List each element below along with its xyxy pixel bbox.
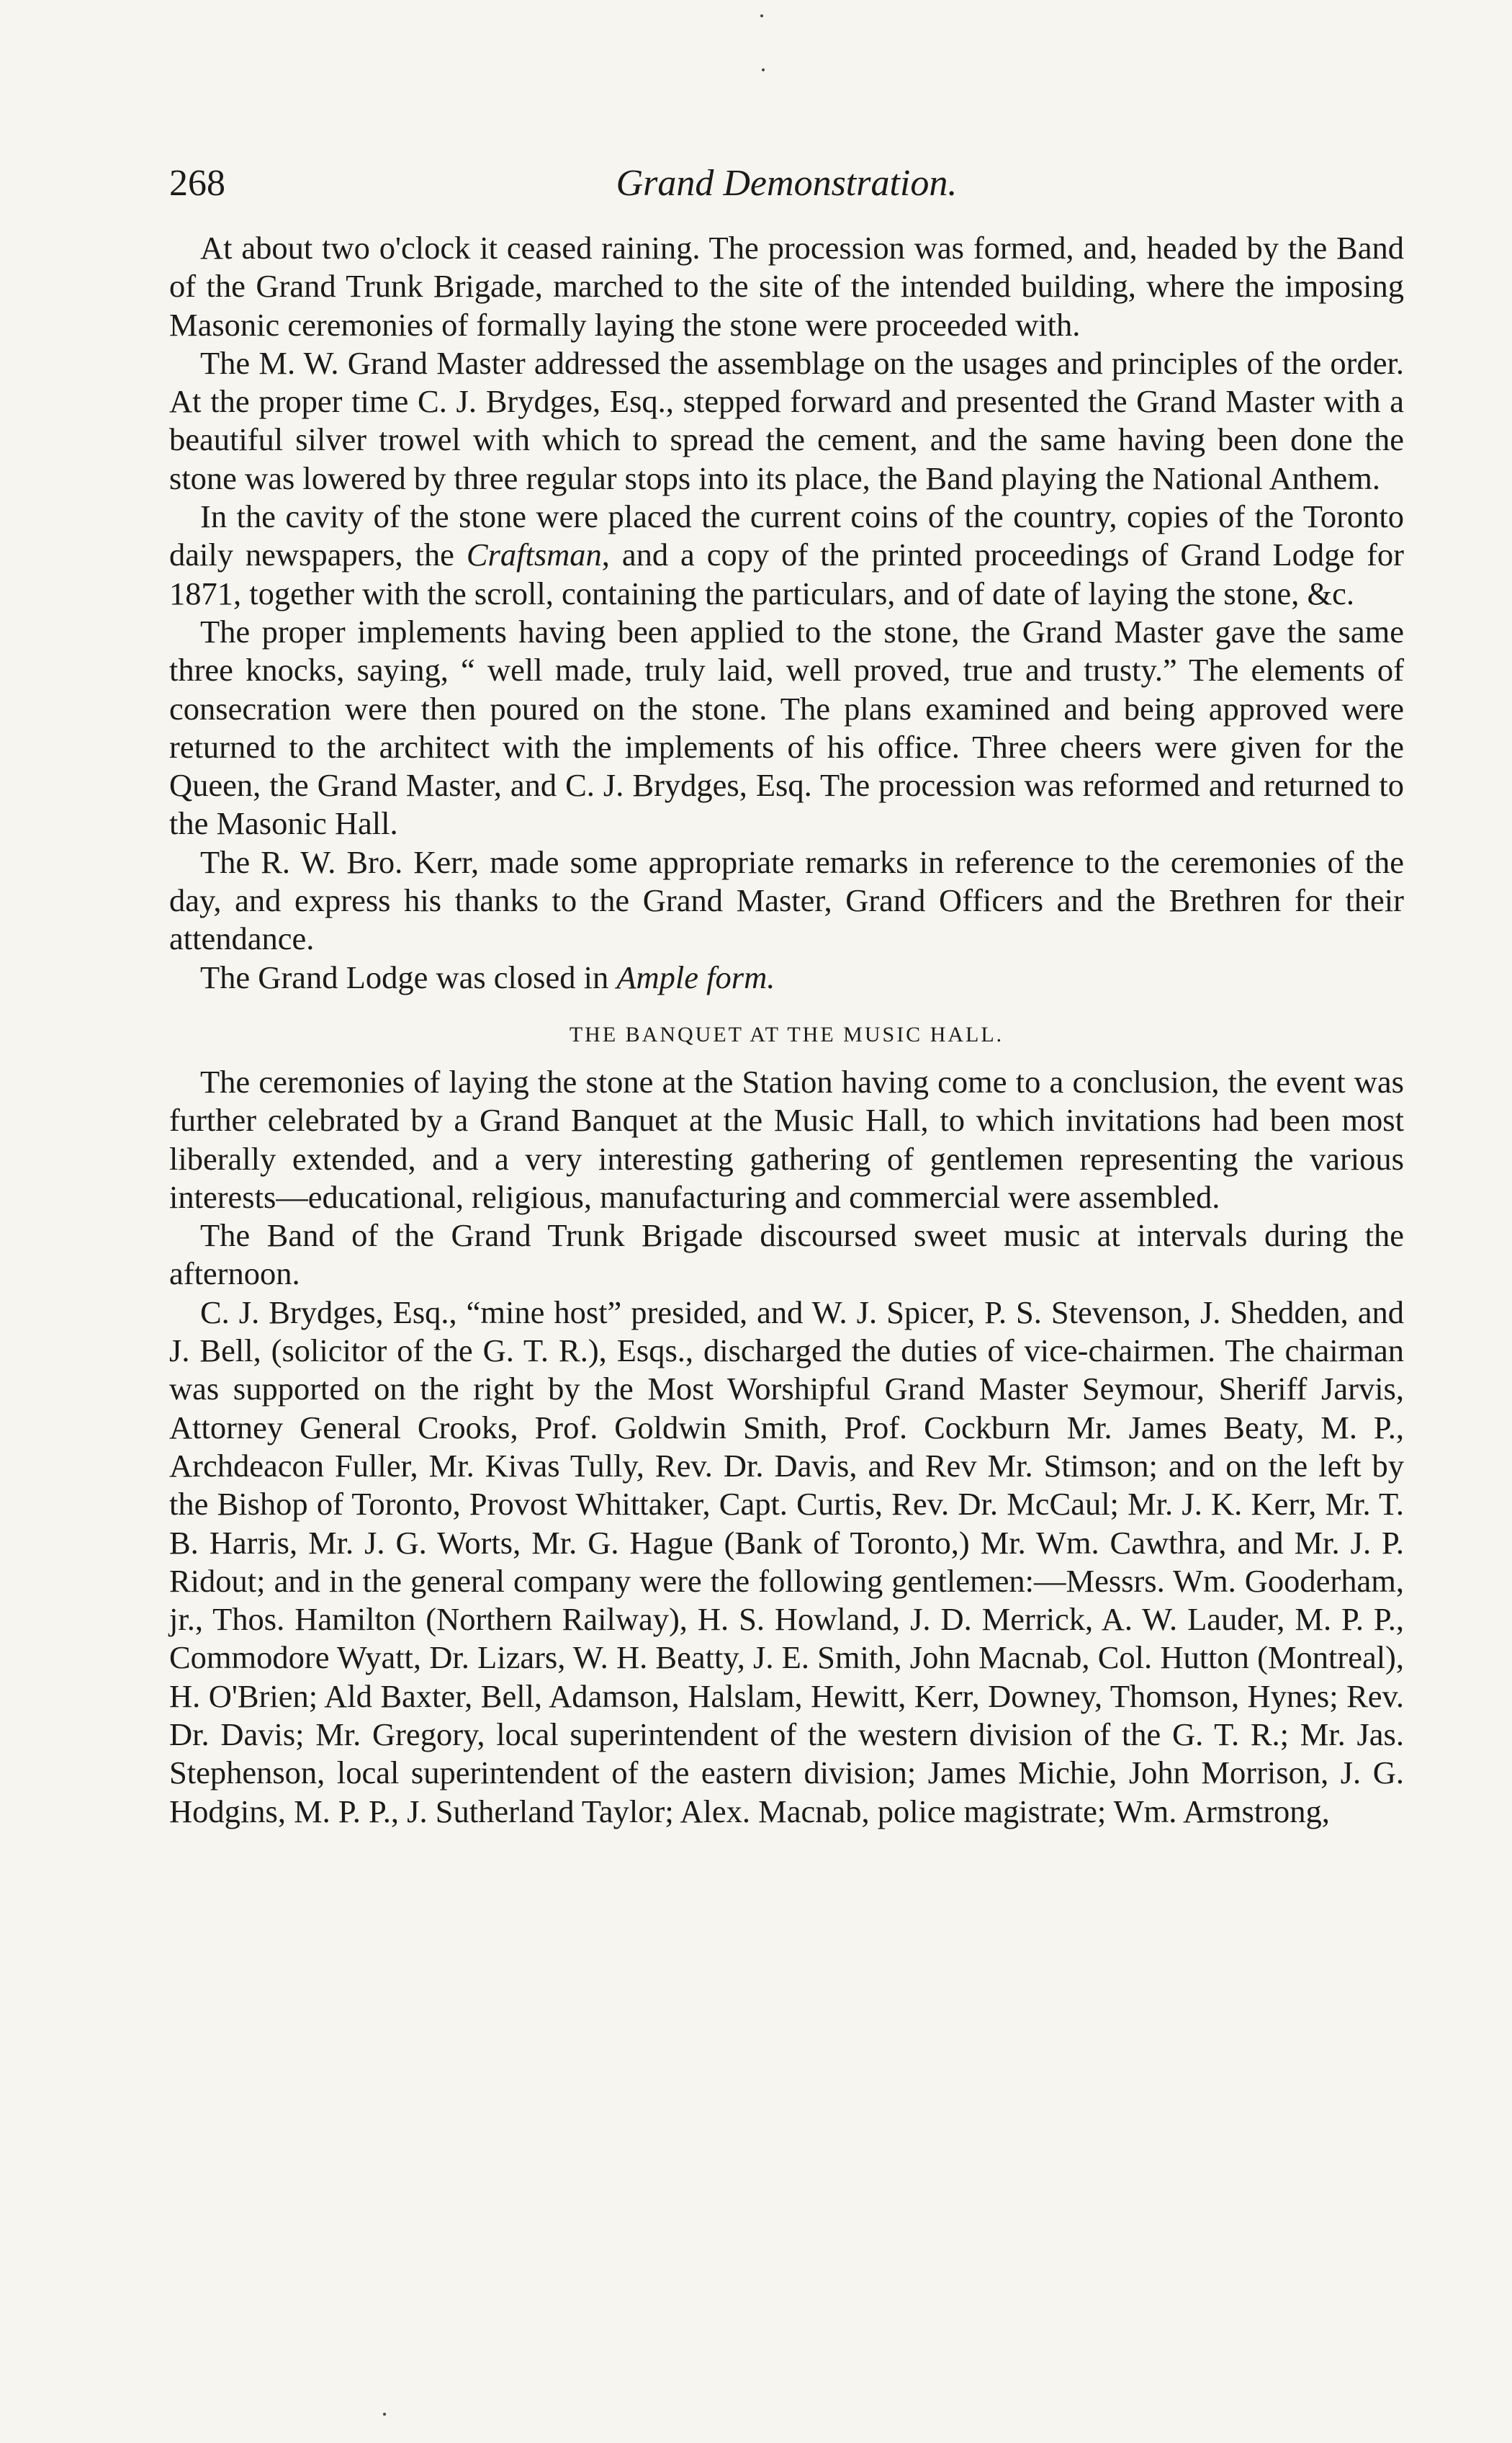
craftsman-title: Craftsman xyxy=(466,537,602,573)
scan-speck xyxy=(383,2413,386,2416)
closed-text-before: The Grand Lodge was closed in xyxy=(200,959,617,995)
ample-form: Ample form. xyxy=(616,959,775,995)
paragraph-cavity xyxy=(169,498,1404,613)
scan-speck xyxy=(762,68,765,71)
paragraph-implements: The proper implements having been applied to the stone, the Grand Master gave the same three knocks, saying, “ well made, truly laid, well proved, true and trusty.” The elements of consecration were then poured on the stone. The plans examined and being approved were returned to the architect with the implements of his office. Three cheers were given for the Queen, the Grand Master, and C. J. Brydges, Esq. The procession was reformed and returned to the Masonic Hall. xyxy=(169,613,1404,842)
paragraph-procession: At about two o'clock it ceased raining. The procession was formed, and, headed by the Band of the Grand Trunk Brigade, marched to the site of the intended building, where the imposing Masonic ceremonies of formally laying the stone were proceeded with. xyxy=(169,230,1404,343)
page-number: 268 xyxy=(169,163,225,204)
cavity-text-after: , and a copy of the printed proceedings of Grand Lodge for 1871, together with the scroll, containing the particulars, and of date of laying the stone, &c. xyxy=(169,537,1404,611)
paragraph-ceremonies: The ceremonies of laying the stone at the Station having come to a conclusion, the event was further celebrated by a Grand Banquet at the Music Hall, to which invitations had been most liberally extended, and a very interesting gathering of gentlemen representing the various interests—educational, religious, manufacturing and commercial were assembled. xyxy=(169,1063,1404,1215)
cavity-text-before: In the cavity of the stone were placed the current coins of the country, copies of the Toronto daily newspapers, the xyxy=(169,498,1404,573)
paragraph-closed xyxy=(169,959,1404,997)
paragraph-guests: C. J. Brydges, Esq., “mine host” presided, and W. J. Spicer, P. S. Stevenson, J. Shedden, and J. Bell, (solicitor of the G. T. R.), Esqs., discharged the duties of vice-chairmen. The chairman was supported on the right by the Most Worshipful Grand Master Seymour, Sheriff Jarvis, Attorney General Crooks, Prof. Goldwin Smith, Prof. Cockburn Mr. James Beaty, M. P., Archdeacon Fuller, Mr. Kivas Tully, Rev. Dr. Davis, and Rev Mr. Stimson; and on the left by the Bishop of Toronto, Provost Whittaker, Capt. Curtis, Rev. Dr. McCaul; Mr. J. K. Kerr, Mr. T. B. Harris, Mr. J. G. Worts, Mr. G. Hague (Bank of Toronto,) Mr. Wm. Cawthra, and Mr. J. P. Ridout; and in the general company were the following gentlemen:—Messrs. Wm. Gooderham, jr., Thos. Hamilton (Northern Railway), H. S. Howland, J. D. Merrick, A. W. Lauder, M. P. P., Commodore Wyatt, Dr. Lizars, W. H. Beatty, J. E. Smith, John Macnab, Col. Hutton (Montreal), H. O'Brien; Ald Baxter, Bell, Adamson, Halslam, Hewitt, Kerr, Downey, Thomson, Hynes; Rev. Dr. Davis; Mr. Gregory, local superintendent of the western division of the G. T. R.; Mr. Jas. Stephenson, local superintendent of the eastern division; James Michie, John Morrison, J. G. Hodgins, M. P. P., J. Sutherland Taylor; Alex. Macnab, police magistrate; Wm. Armstrong, xyxy=(169,1294,1404,1829)
running-head xyxy=(169,162,1404,212)
running-title: Grand Demonstration. xyxy=(616,163,958,204)
scan-speck xyxy=(760,14,763,17)
paragraph-band: The Band of the Grand Trunk Brigade discoursed sweet music at intervals during the afternoon. xyxy=(169,1217,1404,1292)
body-text xyxy=(169,229,1404,1831)
paragraph-kerr: The R. W. Bro. Kerr, made some appropriate remarks in reference to the ceremonies of the day, and express his thanks to the Grand Master, Grand Officers and the Brethren for their attendance. xyxy=(169,843,1404,957)
section-heading: THE BANQUET AT THE MUSIC HALL. xyxy=(569,1022,1004,1046)
paragraph-trowel: The M. W. Grand Master addressed the assemblage on the usages and principles of the order. At the proper time C. J. Brydges, Esq., stepped forward and presented the Grand Master with a beautiful silver trowel with which to spread the cement, and the same having been done the stone was lowered by three regular stops into its place, the Band playing the National Anthem. xyxy=(169,344,1404,496)
